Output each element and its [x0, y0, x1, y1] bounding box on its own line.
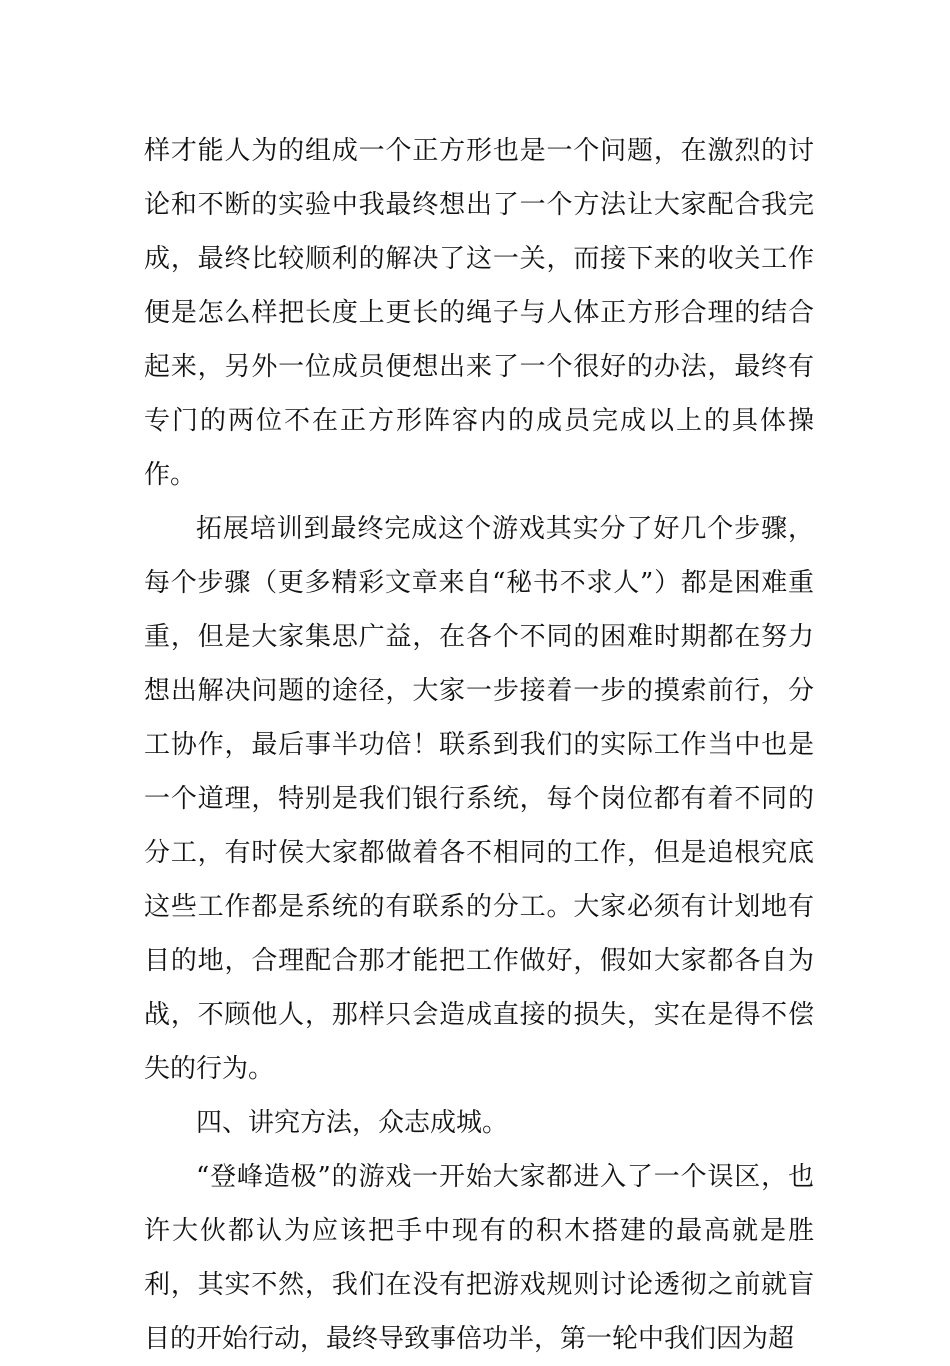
paragraph-game: “登峰造极”的游戏一开始大家都进入了一个误区，也许大伙都认为应该把手中现有的积木搭建的最高就是胜利，其实不然，我们在没有把游戏规则讨论透彻之前就盲目的开始行动，最终导致事倍功半，第一轮中我们因为超: [144, 1162, 814, 1354]
section-heading-four: 四、讲究方法，众志成城。: [196, 1108, 509, 1138]
paragraph-teamwork: 拓展培训到最终完成这个游戏其实分了好几个步骤，每个步骤（更多精彩文章来自“秘书不求人”）都是困难重重，但是大家集思广益，在各个不同的困难时期都在努力想出解决问题的途径，大家一步接着一步的摸索前行，分工协作，最后事半功倍！联系到我们的实际工作当中也是一个道理，特别是我们银行系统，每个岗位都有着不同的分工，有时侯大家都做着各不相同的工作，但是追根究底这些工作都是系统的有联系的分工。大家必须有计划地有目的地，合理配合那才能把工作做好，假如大家都各自为战，不顾他人，那样只会造成直接的损失，实在是得不偿失的行为。: [144, 514, 814, 1084]
paragraph-continuation: 样才能人为的组成一个正方形也是一个问题，在激烈的讨论和不断的实验中我最终想出了一个方法让大家配合我完成，最终比较顺利的解决了这一关，而接下来的收关工作便是怎么样把长度上更长的绳子与人体正方形合理的结合起来，另外一位成员便想出来了一个很好的办法，最终有专门的两位不在正方形阵容内的成员完成以上的具体操作。: [144, 136, 814, 490]
document-body: [144, 124, 814, 1366]
